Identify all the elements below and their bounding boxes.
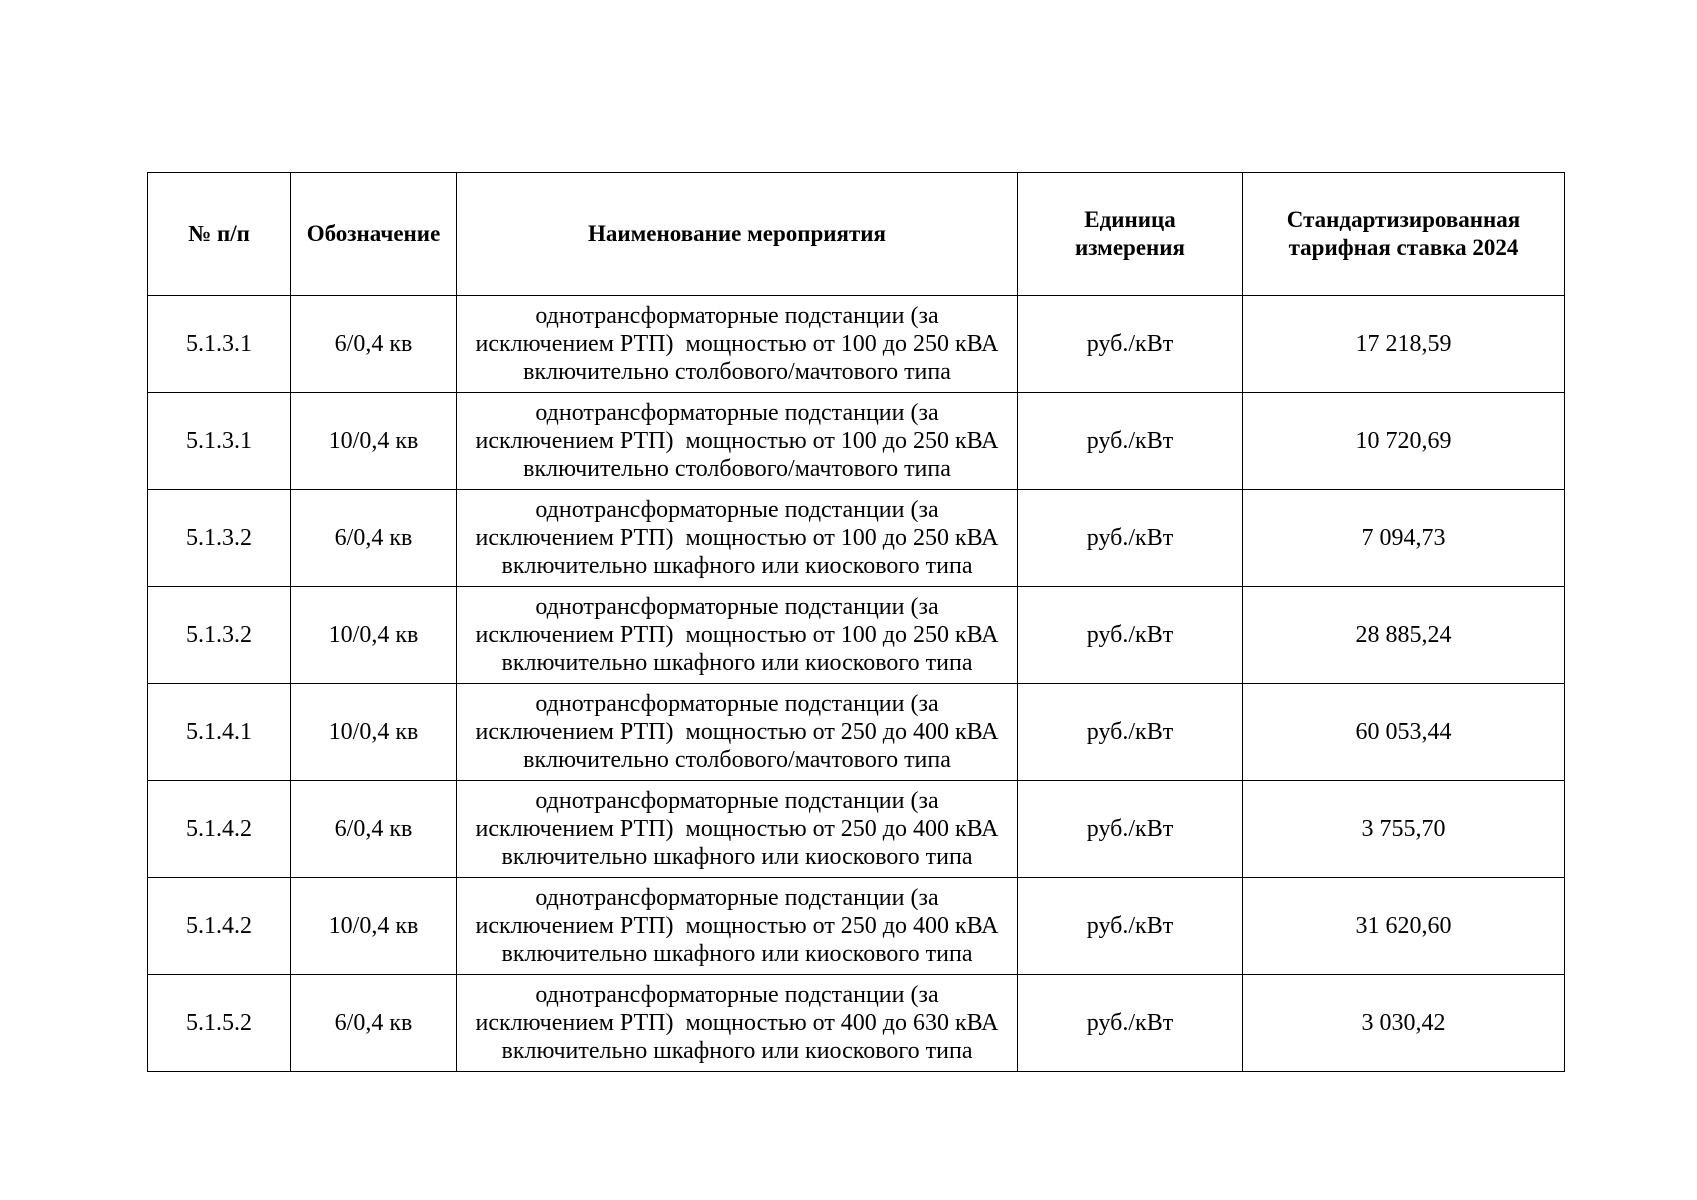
cell-designation: 10/0,4 кв (291, 587, 457, 684)
cell-unit: руб./кВт (1018, 393, 1243, 490)
header-designation-label: Обозначение (306, 221, 441, 246)
cell-name (457, 490, 1018, 587)
cell-number: 5.1.4.2 (148, 781, 291, 878)
cell-number: 5.1.3.2 (148, 490, 291, 587)
cell-name-text: однотрансформаторные подстанции (за исключением РТП) мощностью от 100 до 250 кВА включительно шкафного или киоскового типа (475, 594, 1005, 676)
header-name-label: Наименование мероприятия (588, 221, 886, 246)
cell-rate: 17 218,59 (1243, 296, 1565, 393)
cell-name-text: однотрансформаторные подстанции (за исключением РТП) мощностью от 400 до 630 кВА включительно шкафного или киоскового типа (475, 982, 1005, 1064)
cell-unit: руб./кВт (1018, 781, 1243, 878)
cell-rate: 10 720,69 (1243, 393, 1565, 490)
cell-number: 5.1.4.1 (148, 684, 291, 781)
cell-name-text: однотрансформаторные подстанции (за исключением РТП) мощностью от 250 до 400 кВА включительно шкафного или киоскового типа (475, 885, 1005, 967)
cell-designation: 6/0,4 кв (291, 975, 457, 1072)
cell-rate: 3 030,42 (1243, 975, 1565, 1072)
cell-unit: руб./кВт (1018, 975, 1243, 1072)
cell-designation: 10/0,4 кв (291, 684, 457, 781)
table-row (148, 684, 1565, 781)
header-name (457, 173, 1018, 296)
cell-designation: 6/0,4 кв (291, 781, 457, 878)
header-number-label: № п/п (188, 221, 250, 246)
header-rate (1243, 173, 1565, 296)
cell-name (457, 684, 1018, 781)
table-row (148, 490, 1565, 587)
cell-name (457, 878, 1018, 975)
cell-rate: 3 755,70 (1243, 781, 1565, 878)
table-row (148, 393, 1565, 490)
cell-designation: 6/0,4 кв (291, 490, 457, 587)
cell-name-text: однотрансформаторные подстанции (за исключением РТП) мощностью от 250 до 400 кВА включительно шкафного или киоскового типа (475, 788, 1005, 870)
cell-name (457, 587, 1018, 684)
cell-unit: руб./кВт (1018, 587, 1243, 684)
header-unit (1018, 173, 1243, 296)
table-row (148, 781, 1565, 878)
cell-number: 5.1.4.2 (148, 878, 291, 975)
cell-number: 5.1.3.2 (148, 587, 291, 684)
cell-number: 5.1.3.1 (148, 296, 291, 393)
cell-rate: 28 885,24 (1243, 587, 1565, 684)
cell-name-text: однотрансформаторные подстанции (за исключением РТП) мощностью от 100 до 250 кВА включительно столбового/мачтового типа (475, 303, 1005, 385)
header-number (148, 173, 291, 296)
cell-name (457, 296, 1018, 393)
cell-designation: 10/0,4 кв (291, 878, 457, 975)
cell-name (457, 393, 1018, 490)
table-header-row (148, 173, 1565, 296)
cell-rate: 31 620,60 (1243, 878, 1565, 975)
cell-rate: 7 094,73 (1243, 490, 1565, 587)
table-row (148, 878, 1565, 975)
cell-designation: 10/0,4 кв (291, 393, 457, 490)
cell-unit: руб./кВт (1018, 490, 1243, 587)
cell-unit: руб./кВт (1018, 878, 1243, 975)
cell-name (457, 781, 1018, 878)
cell-rate: 60 053,44 (1243, 684, 1565, 781)
header-unit-label: Единица измерения (1075, 207, 1185, 260)
cell-unit: руб./кВт (1018, 684, 1243, 781)
header-designation (291, 173, 457, 296)
cell-name (457, 975, 1018, 1072)
table-row (148, 975, 1565, 1072)
cell-number: 5.1.3.1 (148, 393, 291, 490)
header-rate-label: Стандартизированная тарифная ставка 2024 (1286, 207, 1521, 260)
cell-designation: 6/0,4 кв (291, 296, 457, 393)
cell-unit: руб./кВт (1018, 296, 1243, 393)
table-row (148, 296, 1565, 393)
cell-name-text: однотрансформаторные подстанции (за исключением РТП) мощностью от 250 до 400 кВА включительно столбового/мачтового типа (475, 691, 1005, 773)
cell-name-text: однотрансформаторные подстанции (за исключением РТП) мощностью от 100 до 250 кВА включительно шкафного или киоскового типа (475, 497, 1005, 579)
cell-number: 5.1.5.2 (148, 975, 291, 1072)
table-row (148, 587, 1565, 684)
cell-name-text: однотрансформаторные подстанции (за исключением РТП) мощностью от 100 до 250 кВА включительно столбового/мачтового типа (475, 400, 1005, 482)
tariff-table (147, 172, 1565, 1072)
